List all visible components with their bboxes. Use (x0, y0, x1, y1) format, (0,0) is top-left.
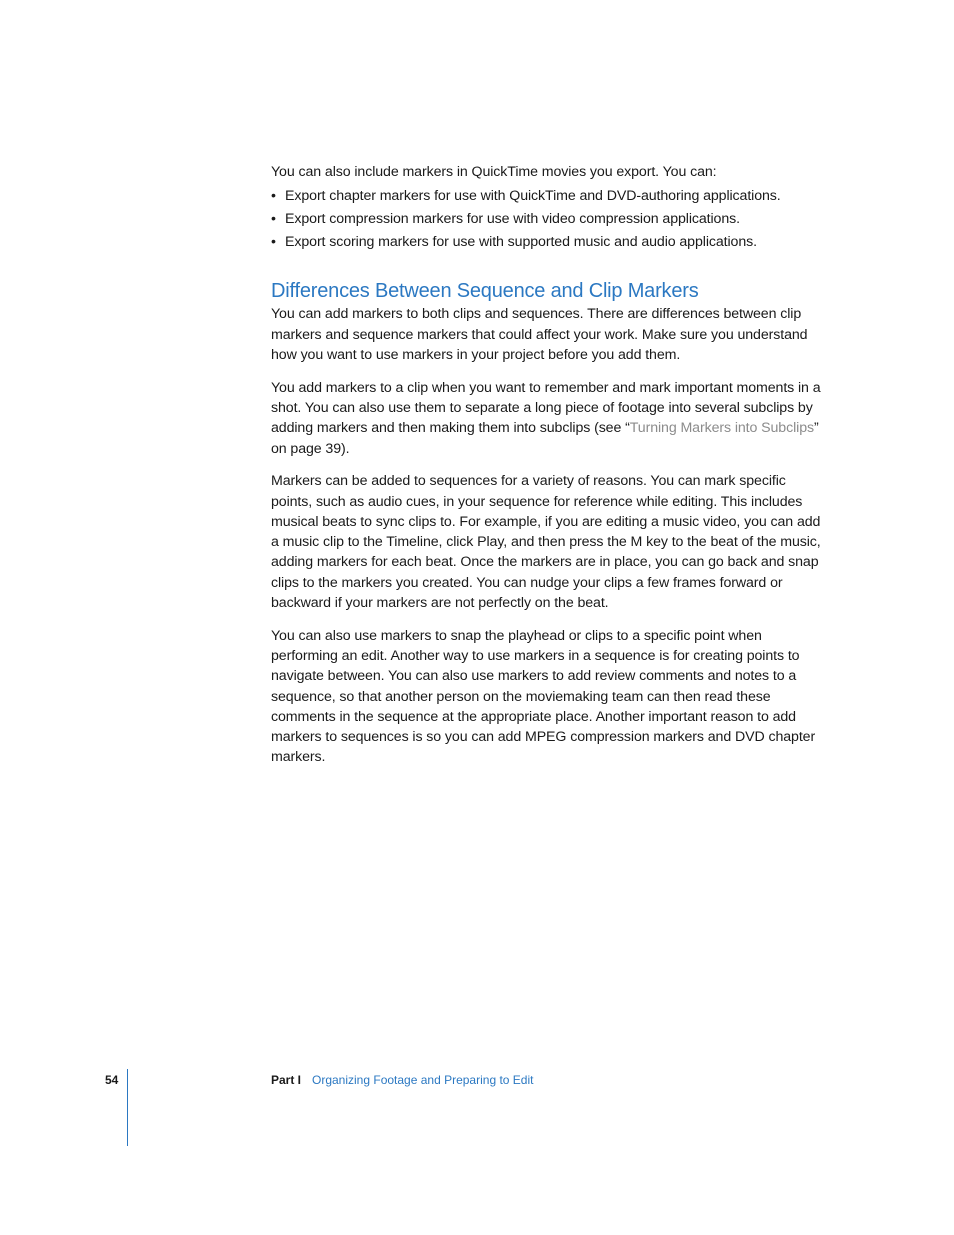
bullet-icon: • (271, 211, 276, 228)
list-item (271, 232, 827, 252)
bullet-icon: • (271, 234, 276, 251)
footer-divider (127, 1069, 128, 1146)
export-marker-list (271, 186, 827, 252)
list-item (271, 209, 827, 229)
paragraph-text: You add markers to a clip when you want to remember and mark important moments in a shot. You can also use them to separate a long piece of footage into several subclips by adding markers and then making them into subclips (see “ (271, 379, 821, 437)
paragraph-overview: You can add markers to both clips and sequences. There are differences between clip markers and sequence markers that could affect your work. Make sure you understand how you want to use markers in your project before you add them. (271, 306, 808, 363)
page-body (271, 162, 827, 780)
list-item-text: Export compression markers for use with video compression applications. (285, 211, 740, 228)
paragraph-snap-markers: You can also use markers to snap the playhead or clips to a specific point when performing an edit. Another way to use markers in a sequence is for creating points to navigate between. You can also use markers to add review comments and notes to a sequence, so that another person on the moviemaking team can then read these comments in the sequence at the appropriate place. Another important reason to add markers to sequences is so you can add MPEG compression markers and DVD chapter markers. (271, 627, 816, 766)
page-number: 54 (105, 1073, 119, 1087)
footer-part-title: Organizing Footage and Preparing to Edit (312, 1073, 534, 1087)
list-item-text: Export scoring markers for use with supported music and audio applications. (285, 234, 757, 251)
section-heading: Differences Between Sequence and Clip Markers (271, 280, 699, 303)
list-item-text: Export chapter markers for use with QuickTime and DVD-authoring applications. (285, 188, 781, 205)
cross-reference-link[interactable]: Turning Markers into Subclips (629, 420, 814, 437)
paragraph-sequence-markers: Markers can be added to sequences for a variety of reasons. You can mark specific points, such as audio cues, in your sequence for reference while editing. This includes musical beats to sync clips to. For example, if you are editing a music video, you can add a music clip to the Timeline, click Play, and then press the M key to the beat of the music, adding markers for each beat. Once the markers are in place, you can go back and snap clips to the markers you created. You can nudge your clips a few frames forward or backward if your markers are not perfectly on the beat. (271, 473, 821, 612)
list-item (271, 186, 827, 206)
paragraph-text: ” on page 39). (271, 420, 819, 457)
intro-paragraph: You can also include markers in QuickTime movies you export. You can: (271, 164, 717, 180)
paragraph-clip-markers (271, 378, 827, 459)
bullet-icon: • (271, 188, 276, 205)
footer-part-label: Part I (271, 1073, 302, 1087)
